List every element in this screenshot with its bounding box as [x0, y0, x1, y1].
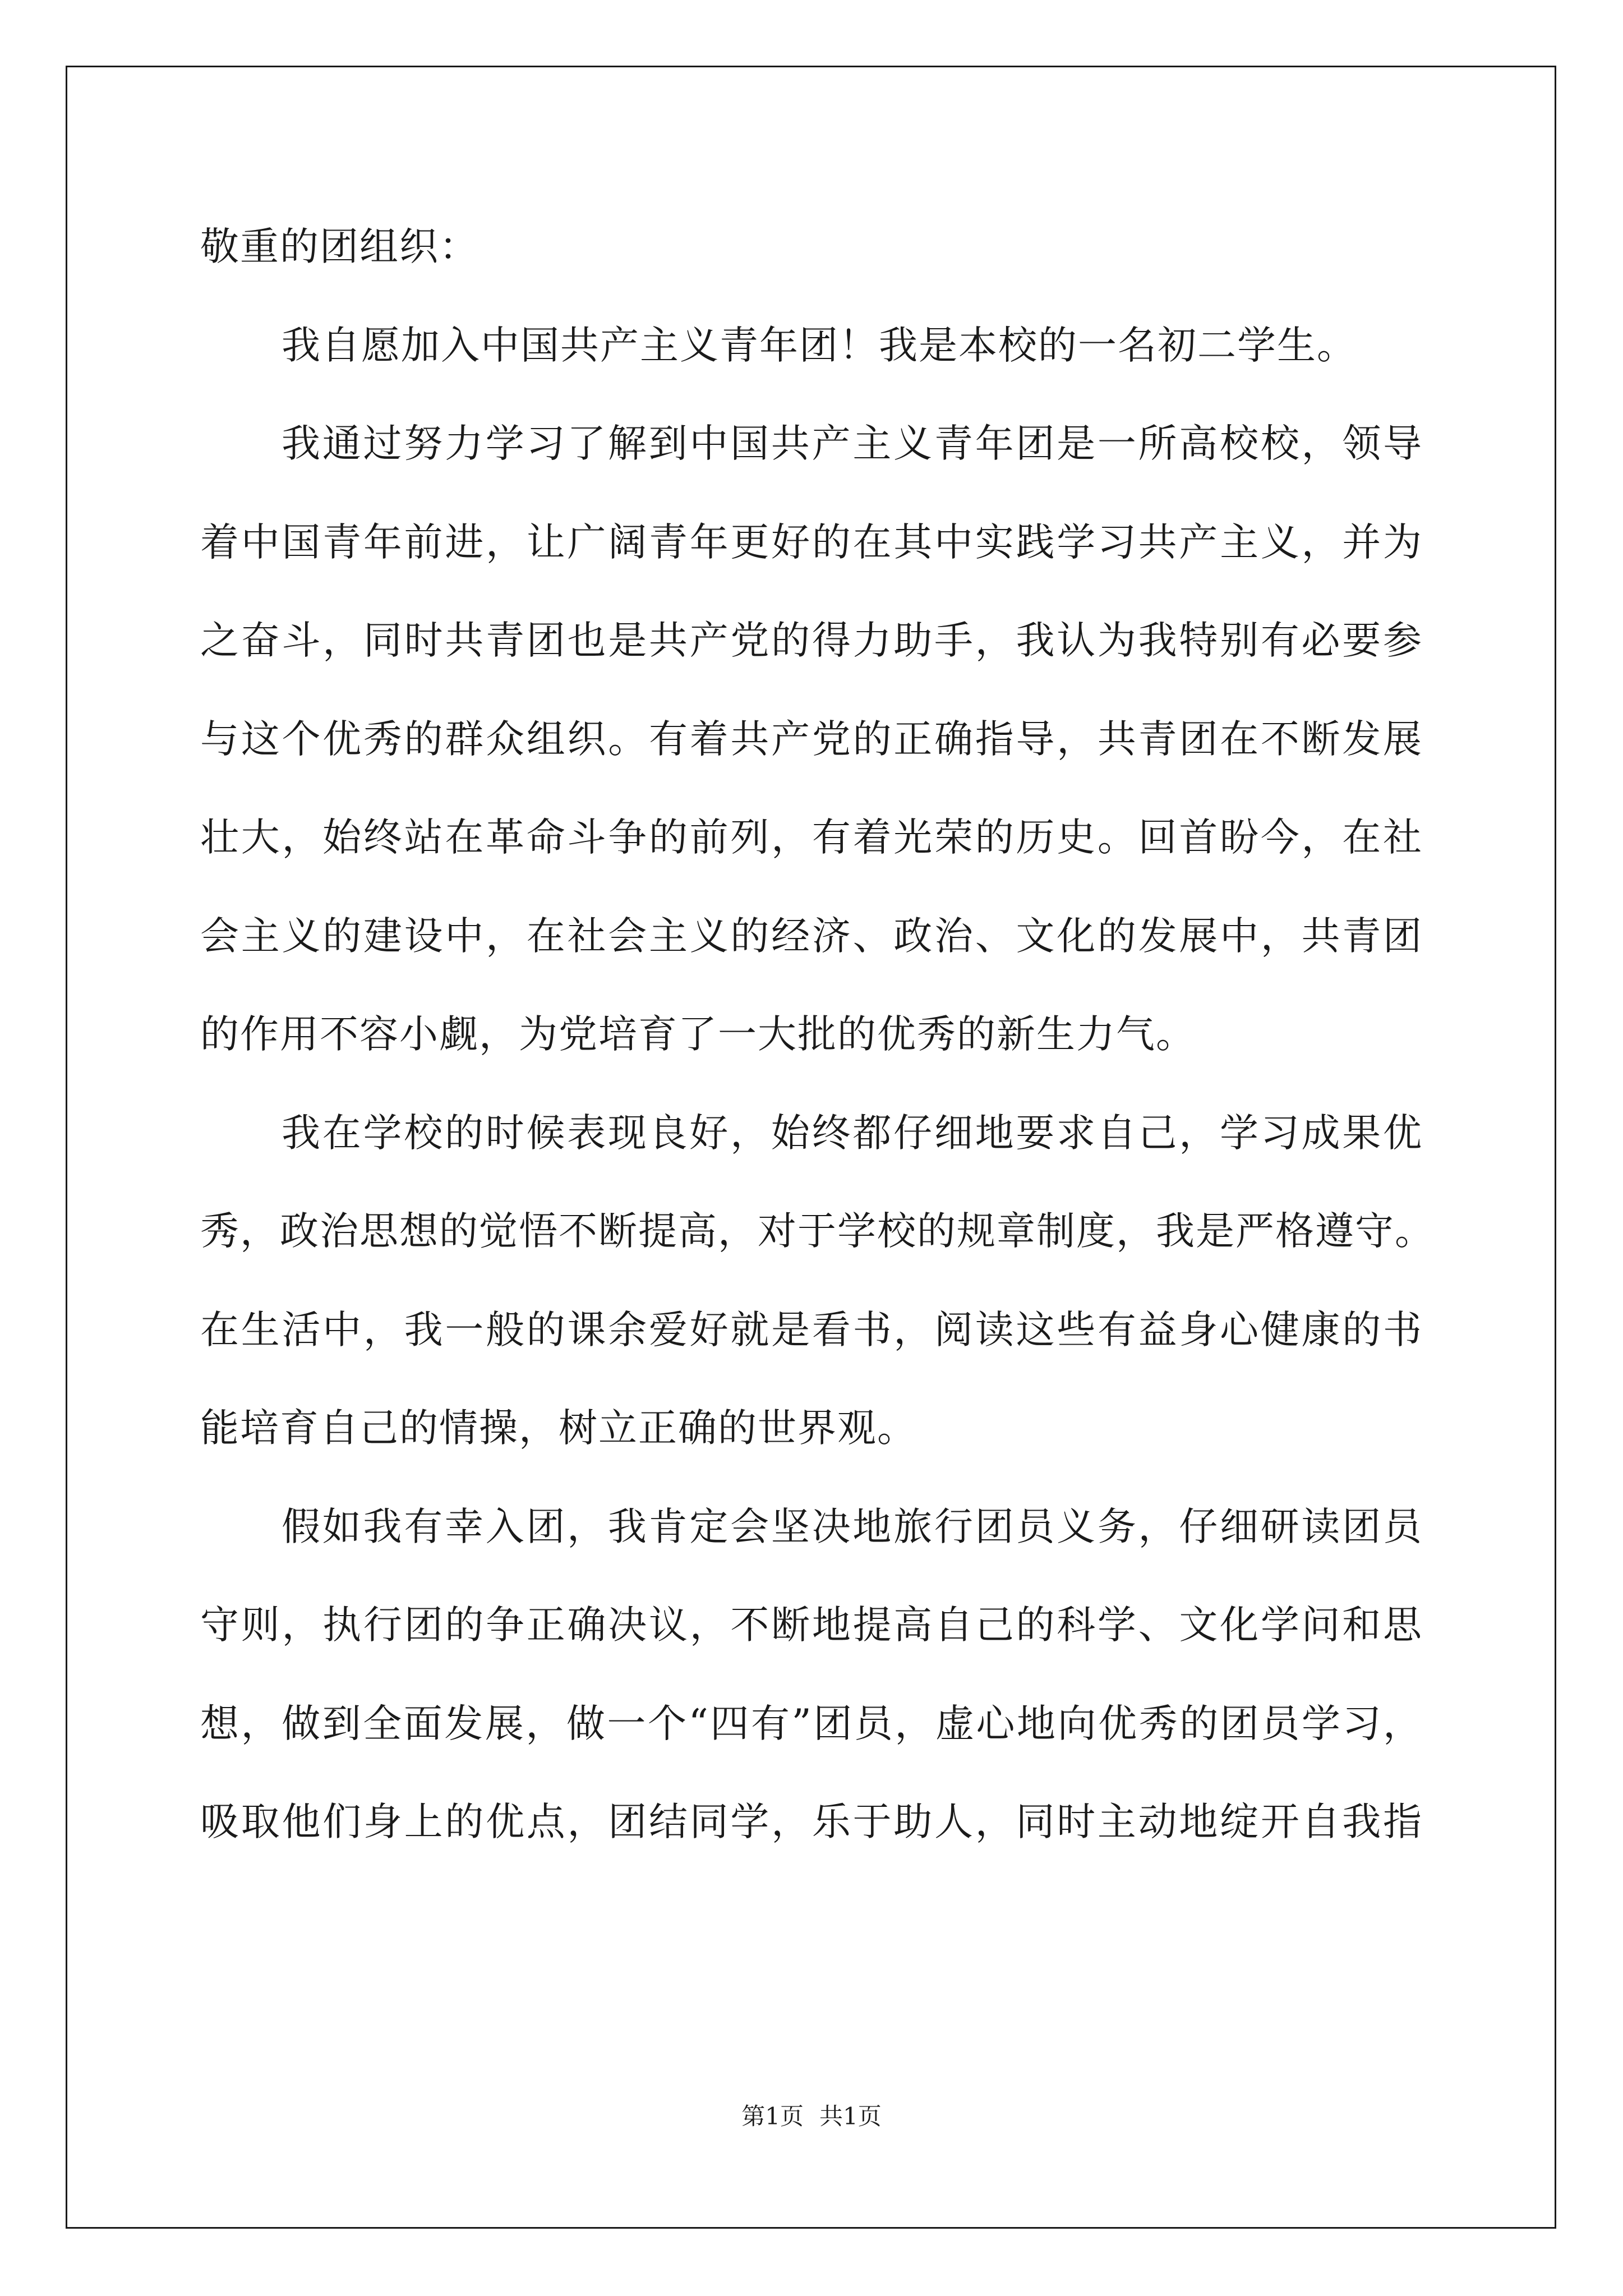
paragraph-line: 我自愿加入中国共产主义青年团！我是本校的一名初二学生。	[282, 323, 1357, 368]
paragraph-line: 在生活中，我一般的课余爱好就是看书，阅读这些有益身心健康的书	[200, 1308, 1423, 1352]
page-number: 第1页	[741, 2102, 804, 2130]
paragraph-line: 秀，政治思想的觉悟不断提高，对于学校的规章制度，我是严格遵守。	[200, 1209, 1435, 1254]
paragraph-line: 我在学校的时候表现良好，始终都仔细地要求自己，学习成果优	[282, 1111, 1423, 1156]
paragraph-line: 守则，执行团的争正确决议，不断地提高自己的科学、文化学问和思	[200, 1603, 1423, 1648]
page-footer	[0, 2098, 1623, 2132]
paragraph-line: 我通过努力学习了解到中国共产主义青年团是一所高校校，领导	[282, 421, 1423, 466]
paragraph-line: 想，做到全面发展，做一个“四有”团员，虚心地向优秀的团员学习，	[200, 1701, 1423, 1746]
paragraph-line: 之奋斗，同时共青团也是共产党的得力助手，我认为我特别有必要参	[200, 618, 1423, 663]
paragraph-line: 假如我有幸入团，我肯定会坚决地旅行团员义务，仔细研读团员	[282, 1504, 1423, 1549]
paragraph-line: 吸取他们身上的优点，团结同学，乐于助人，同时主动地绽开自我指	[200, 1800, 1423, 1844]
paragraph-line: 能培育自己的情操，树立正确的世界观。	[200, 1406, 917, 1451]
paragraph-line: 的作用不容小觑，为党培育了一大批的优秀的新生力气。	[200, 1012, 1196, 1057]
paragraph-line: 着中国青年前进，让广阔青年更好的在其中实践学习共产主义，并为	[200, 520, 1423, 565]
paragraph-line: 与这个优秀的群众组织。有着共产党的正确指导，共青团在不断发展	[200, 717, 1423, 762]
page-total: 共1页	[819, 2102, 882, 2130]
paragraph-line: 壮大，始终站在革命斗争的前列，有着光荣的历史。回首盼今，在社	[200, 815, 1423, 860]
salutation: 敬重的团组织：	[200, 224, 479, 269]
paragraph-line: 会主义的建设中，在社会主义的经济、政治、文化的发展中，共青团	[200, 914, 1423, 959]
